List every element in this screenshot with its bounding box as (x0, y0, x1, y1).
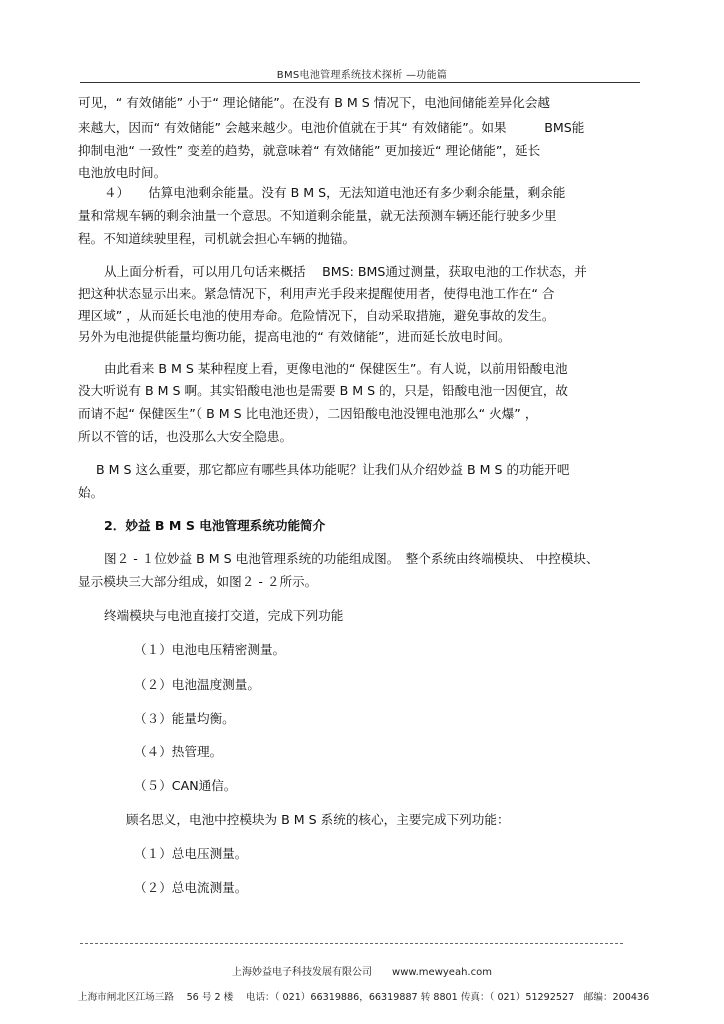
list-item: （３）能量均衡。 (134, 711, 235, 726)
page-header-title: BMS电池管理系统技术探析 —功能篇 (276, 70, 448, 81)
body-line: B M S 这么重要，那它都应有哪些具体功能呢？让我们从介绍妙益 B M S 的功能开吧 (96, 462, 570, 477)
footer-company: 上海妙益电子科技发展有限公司 www.mewyeah.com (232, 967, 492, 978)
footer-divider (80, 943, 623, 944)
body-line: 终端模块与电池直接打交道，完成下列功能 (104, 608, 344, 623)
body-line: 另外为电池提供能量均衡功能，提高电池的“ 有效储能”，进而延长放电时间。 (78, 329, 511, 344)
list-item: （５）CAN通信。 (134, 778, 237, 793)
section-heading: 2．妙益 B M S 电池管理系统功能简介 (104, 518, 326, 533)
body-line: 抑制电池“ 一致性” 变差的趋势，就意味着“ 有效储能” 更加接近“ 理论储能”，延长 (78, 143, 541, 158)
header-divider (80, 82, 640, 83)
body-line: 顾名思义，电池中控模块为 B M S 系统的核心，主要完成下列功能： (126, 812, 510, 827)
list-item: （２）总电流测量。 (134, 880, 248, 895)
list-item: （２）电池温度测量。 (134, 677, 260, 692)
body-line: 图２ - １位妙益 B M S 电池管理系统的功能组成图。 整个系统由终端模块、 中控模块、 (104, 551, 599, 566)
body-line: 量和常规车辆的剩余油量一个意思。不知道剩余能量，就无法预测车辆还能行驶多少里 (78, 208, 557, 223)
body-line: 由此看来 B M S 某种程度上看，更像电池的“ 保健医生”。有人说，以前用铅酸电池 (104, 361, 568, 376)
footer-address: 上海市闸北区江场三路 56 号 2 楼 电话：（ 021）66319886，66319887 转 8801 传真：（ 021）51292527 邮编：200436 (78, 992, 650, 1003)
body-line: ４） 估算电池剩余能量。没有 B M S，无法知道电池还有多少剩余能量，剩余能 (104, 185, 566, 200)
body-line: 把这种状态显示出来。紧急情况下，利用声光手段来提醒使用者，使得电池工作在“ 合 (78, 286, 555, 301)
list-item: （４）热管理。 (134, 744, 223, 759)
list-item: （１）电池电压精密测量。 (134, 642, 286, 657)
body-line: 没大听说有 B M S 啊。其实铅酸电池也是需要 B M S 的，只是，铅酸电池一因便宜，故 (78, 383, 569, 398)
body-line: 电池放电时间。 (78, 165, 167, 180)
list-item: （１）总电压测量。 (134, 846, 248, 861)
body-line: 来越大，因而“ 有效储能” 会越来越少。电池价值就在于其“ 有效储能”。如果 BMS能 (78, 120, 585, 135)
body-line: 显示模块三大部分组成，如图２ - ２所示。 (78, 574, 318, 589)
body-line: 而请不起“ 保健医生”（ B M S 比电池还贵），二因铅酸电池没锂电池那么“ 火爆” ， (78, 406, 538, 421)
body-line: 始。 (78, 485, 104, 500)
body-line: 理区域” ，从而延长电池的使用寿命。危险情况下，自动采取措施，避免事故的发生。 (78, 308, 555, 323)
body-line: 从上面分析看，可以用几句话来概括 BMS: BMS通过测量，获取电池的工作状态，并 (104, 264, 587, 279)
body-line: 程。不知道续驶里程，司机就会担心车辆的抛锚。 (78, 231, 356, 246)
body-line: 所以不管的话，也没那么大安全隐患。 (78, 429, 293, 444)
body-line: 可见，“ 有效储能” 小于“ 理论储能”。在没有 B M S 情况下，电池间储能差异化会越 (78, 95, 551, 110)
